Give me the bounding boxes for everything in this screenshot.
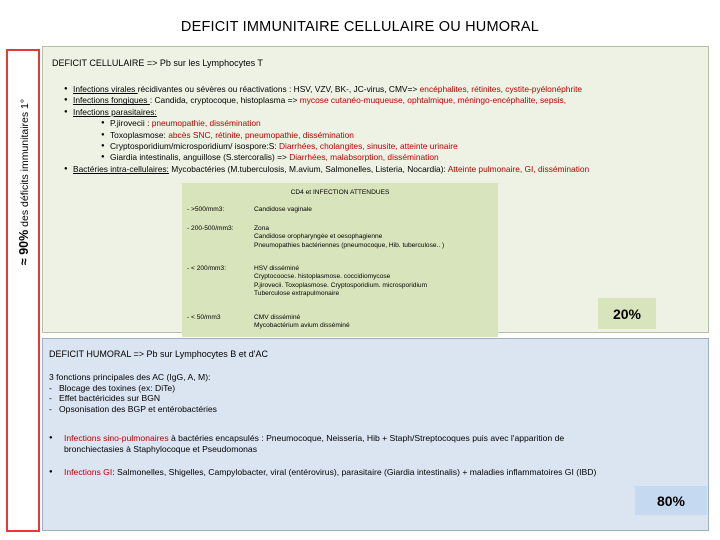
side-percent: ≈ 90% [17, 229, 31, 266]
page-title: DEFICIT IMMUNITAIRE CELLULAIRE OU HUMORAL [180, 19, 540, 35]
cd4-infection-line: Mycobactérium avium disséminé [254, 322, 350, 330]
gi-label: Infections GI [64, 467, 113, 477]
bacterial-complications: Atteinte pulmonaire, GI, dissémination [447, 163, 590, 174]
parasite-complications: abcès SNC, rétinite, pneumopathie, dissémination [168, 129, 354, 140]
side-caption: des déficits immunitaires 1° [19, 98, 31, 230]
viral-complications: encéphalites, rétinites, cystite-pyélonéphrite [419, 84, 583, 94]
sino-pulmonary-bullet [49, 433, 704, 454]
cd4-threshold: - < 200/mm3: [187, 265, 227, 272]
cd4-infections [254, 314, 350, 331]
parasite-complications: Diarrhées, malabsorption, dissémination [289, 152, 439, 163]
antibody-function-list [49, 383, 217, 415]
antibody-functions-intro: 3 fonctions principales des AC (IgG, A, M): [49, 372, 211, 382]
cd4-infection-line: Cryptocoocse. histoplasmose. coccidiomycose [254, 273, 391, 281]
cd4-table [182, 183, 498, 337]
fungal-complications: mycose cutanéo-muqueuse, ophtalmique, méningo-encéphalite, sepsis, [299, 95, 567, 106]
humoral-panel [42, 338, 709, 531]
cd4-infection-line: Zona [254, 225, 270, 232]
cd4-infection-line: P.jirovecii. Toxoplasmose. Cryptosporidium. microsporidium [254, 281, 428, 289]
sino-pulmonary-text: à bactéries encapsulés : Pneumocoque, Neisseria, Hib + Staph/Streptocoques puis avec l'apparition de [168, 433, 565, 443]
fungal-text: : Candida, cryptocoque, histoplasma => [149, 95, 300, 106]
list-item [64, 107, 704, 164]
bacterial-text: Mycobactéries (M.tuberculosis, M.avium, Salmonelles, Listeria, Nocardia): [168, 163, 448, 174]
list-item [64, 164, 704, 175]
cd4-title: CD4 et INFECTION ATTENDUES [290, 189, 390, 196]
cellular-infection-list [64, 84, 704, 175]
cd4-threshold: - >500/mm3: [187, 206, 225, 213]
antibody-functions [49, 372, 217, 414]
cd4-infection-line: Candidose vaginale [254, 206, 312, 213]
fungal-label: Infections fongiques [73, 95, 150, 106]
list-item: - Effet bactéricides sur BGN [49, 393, 217, 404]
cellular-panel [42, 46, 709, 333]
cd4-infection-line: HSV disséminé [254, 265, 300, 272]
sino-pulmonary-text-cont: bronchiectasies à Staphylocoque et Pseudomonas [64, 443, 258, 454]
parasite-name: Giardia intestinalis, anguillose (S.stercoralis) => [110, 152, 290, 163]
cellular-percent-badge: 20% [598, 298, 656, 329]
list-item [73, 130, 704, 141]
gi-text: : Salmonelles, Shigelles, Campylobacter, viral (entérovirus), parasitaire (Giardia intestinalis) + maladies inflammatoires GI (IBD) [112, 467, 597, 477]
parasite-name: Toxoplasmose: [110, 129, 169, 140]
viral-label: Infections virales [73, 84, 138, 94]
parasitic-label: Infections parasitaires: [73, 106, 157, 117]
cellular-heading: DEFICIT CELLULAIRE => Pb sur les Lymphocytes T [52, 58, 263, 68]
parasite-name: Cryptosporidium/microsporidium/ isospore:S: [110, 141, 279, 152]
gi-bullet [49, 467, 709, 478]
parasite-complications: pneumopathie, dissémination [151, 118, 261, 129]
humoral-heading: DEFICIT HUMORAL => Pb sur Lymphocytes B et d'AC [49, 349, 268, 359]
cd4-infection-line: Candidose oropharyngée et oesophagienne [254, 233, 383, 241]
parasite-name: P.jirovecii : [110, 118, 152, 129]
parasite-sublist [73, 118, 704, 164]
cd4-infections [254, 265, 427, 299]
viral-text: récidivantes ou sévères ou réactivations : HSV, VZV, BK-, JC-virus, CMV=> [137, 84, 420, 94]
parasite-complications: Diarrhées, cholangites, sinusite, atteinte urinaire [278, 141, 458, 152]
list-item [73, 118, 704, 129]
cd4-infection-line: CMV disséminé [254, 314, 301, 321]
list-item [64, 95, 704, 106]
cd4-infection-line: Pneumopathies bactériennes (pneumocoque, Hib. tuberculose.. ) [254, 241, 445, 249]
cd4-infections [254, 206, 312, 214]
list-item: - Blocage des toxines (ex: DiTe) [49, 383, 217, 394]
cd4-infections [254, 225, 444, 250]
list-item [64, 84, 704, 95]
humoral-percent-badge: 80% [635, 486, 707, 515]
list-item [73, 152, 704, 163]
cd4-threshold: - 200-500/mm3: [187, 225, 234, 232]
sino-pulmonary-label: Infections sino-pulmonaires [64, 433, 169, 443]
list-item [73, 141, 704, 152]
list-item: - Opsonisation des BGP et entérobactéries [49, 404, 217, 415]
bacterial-label: Bactéries intra-cellulaires: [73, 163, 169, 174]
cd4-threshold: - < 50/mm3 [187, 314, 221, 321]
cd4-infection-line: Tuberculose extrapulmonaire [254, 290, 340, 298]
